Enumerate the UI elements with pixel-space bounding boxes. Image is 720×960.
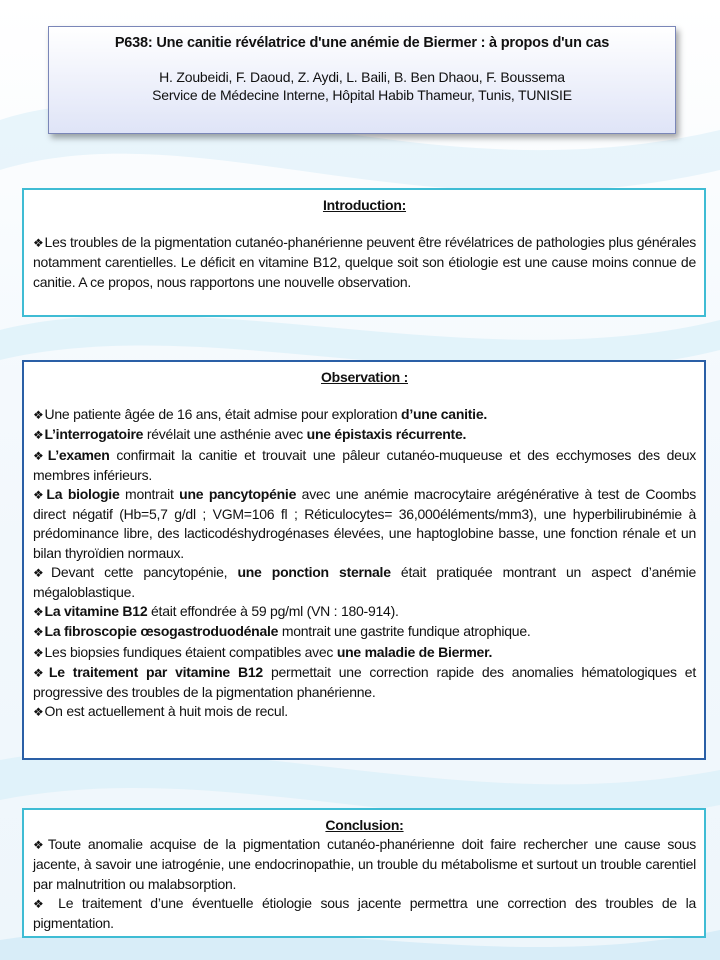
observation-item: ❖ On est actuellement à huit mois de recul. xyxy=(33,702,696,722)
observation-item: ❖ Le traitement par vitamine B12 permettait une correction rapide des anomalies hématologiques et progressive des troubles de la pigmentation phanérienne. xyxy=(33,663,696,702)
observation-item: ❖ L’examen confirmait la canitie et trouvait une pâleur cutanéo-muqueuse et des ecchymoses des deux membres inférieurs. xyxy=(33,446,696,485)
affiliation: Service de Médecine Interne, Hôpital Habib Thameur, Tunis, TUNISIE xyxy=(152,87,572,103)
observation-section xyxy=(22,360,706,760)
conclusion-heading: Conclusion: xyxy=(325,817,404,833)
conclusion-section xyxy=(22,808,706,938)
observation-item: ❖ Devant cette pancytopénie, une ponction sternale était pratiquée montrant un aspect d’anémie mégaloblastique. xyxy=(33,563,696,602)
observation-item: ❖ La biologie montrait une pancytopénie avec une anémie macrocytaire arégénérative à test de Coombs direct négatif (Hb=5,7 g/dl ; VGM=106 fl ; Réticulocytes= 36,000éléments/mm3), une hyperbilirubinémie à prédominance libre, des lacticodéshydrogénases élevées, une haptoglobine basse, une fonction rénale et un bilan thyroïdien normaux. xyxy=(33,485,696,563)
observation-item: ❖ Une patiente âgée de 16 ans, était admise pour exploration d’une canitie. xyxy=(33,405,696,425)
conclusion-item: ❖ Le traitement d’une éventuelle étiologie sous jacente permettra une correction des troubles de la pigmentation. xyxy=(33,894,696,933)
observation-heading: Observation : xyxy=(321,369,408,385)
introduction-section xyxy=(22,188,706,317)
conclusion-item: ❖ Toute anomalie acquise de la pigmentation cutanéo-phanérienne doit faire rechercher une cause sous jacente, à savoir une iatrogénie, une endocrinopathie, un trouble du métabolisme et surtout un trouble carentiel par malnutrition ou malabsorption. xyxy=(33,835,696,894)
observation-item: ❖ La vitamine B12 était effondrée à 59 pg/ml (VN : 180-914). xyxy=(33,602,696,622)
introduction-heading: Introduction: xyxy=(322,197,407,213)
observation-item: ❖ L’interrogatoire révélait une asthénie avec une épistaxis récurrente. xyxy=(33,425,696,445)
poster-title: P638: Une canitie révélatrice d'une anémie de Biermer : à propos d'un cas xyxy=(114,35,610,51)
title-box xyxy=(48,26,676,134)
introduction-text: ❖ Les troubles de la pigmentation cutanéo-phanérienne peuvent être révélatrices de pathologies plus générales notamment carentielles. Le déficit en vitamine B12, quelque soit son étiologie est une cause moins connue de canitie. A ce propos, nous rapportons une nouvelle observation. xyxy=(33,233,696,292)
observation-item: ❖ Les biopsies fundiques étaient compatibles avec une maladie de Biermer. xyxy=(33,643,696,663)
authors: H. Zoubeidi, F. Daoud, Z. Aydi, L. Baili, B. Ben Dhaou, F. Boussema xyxy=(159,69,565,85)
observation-item: ❖ La fibroscopie œsogastroduodénale montrait une gastrite fundique atrophique. xyxy=(33,622,696,642)
